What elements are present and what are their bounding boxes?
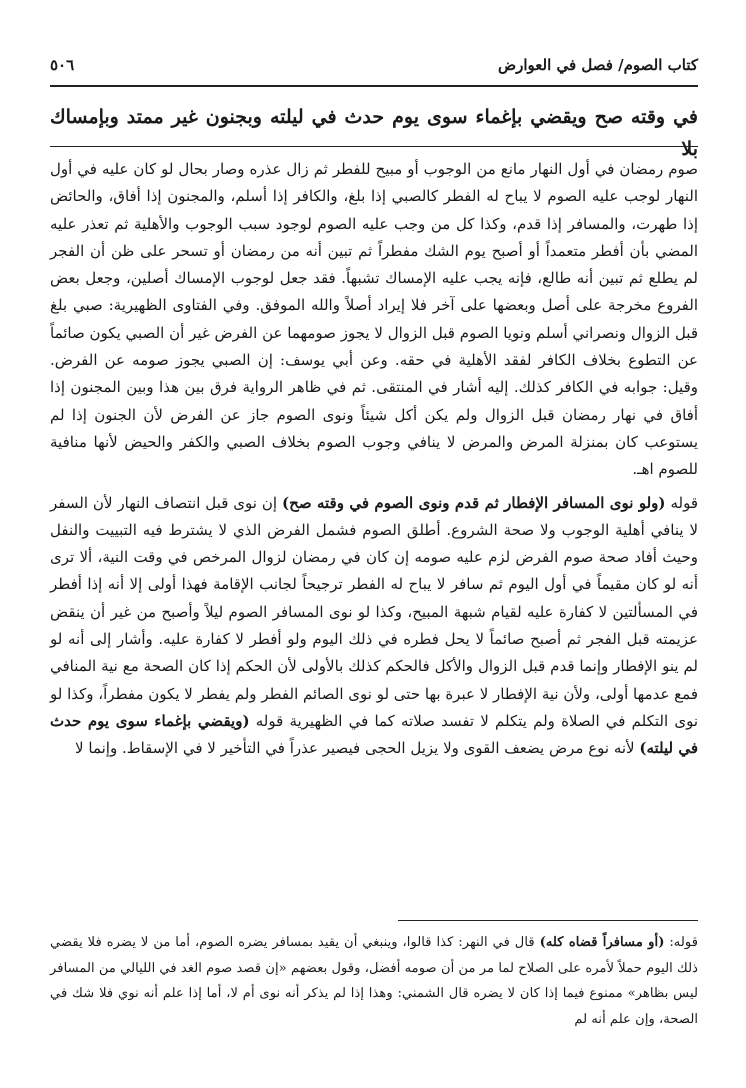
footnote-rule — [398, 920, 698, 921]
header-rule — [50, 85, 698, 87]
footnote-quote: (أو مسافراً قضاه كله) — [539, 935, 665, 950]
matn-rule — [50, 146, 698, 147]
paragraph-text: إن نوى قبل انتصاف النهار لأن السفر لا ينافي أهلية الوجوب ولا صحة الشروع. أطلق الصوم فشمل الفرض الذي لا يشترط فيه التبييت والنفل وحيث أفاد صحة صوم الفرض لزم عليه صومه إن كان في رمضان لزوال المرخص في وقت النية، ألا ترى أنه لو كان مقيماً في أول اليوم ثم سافر لا يباح له الفطر ترجيحاً لجانب الإقامة فهذا أولى إلا أنه إذا أفطر في المسألتين لا كفارة عليه لقيام شبهة المبيح، وكذا لو نوى المسافر الصوم ليلاً وأصبح من غير أن ينقض عزيمته قبل الفجر ثم أصبح صائماً لا يحل فطره في ذلك اليوم ولو أفطر لا كفارة عليه. وأشار إلى أنه لو لم ينو الإفطار وإنما قدم قبل الزوال والأكل فالحكم كذلك بالأولى لأن الحكم إذا كان الصحة مع نية المنافي فمع عدمها أولى، ولأن نية الإفطار لا عبرة بها حتى لو نوى الصائم الفطر ولم يفطر لا يكون مفطراً، وكذا لو نوى التكلم في الصلاة ولم يتكلم لا تفسد صلاته كما في الظهيرية قوله — [50, 493, 698, 730]
page-number: ٥٠٦ — [50, 56, 75, 74]
running-title: كتاب الصوم/ فصل في العوارض — [498, 56, 698, 74]
matn-quote: (ولو نوى المسافر الإفطار ثم قدم ونوى الصوم في وقته صح) — [282, 493, 666, 512]
commentary-paragraph-2 — [50, 490, 698, 763]
paragraph-text: لأنه نوع مرض يضعف القوى ولا يزيل الحجى فيصير عذراً في التأخير لا في الإسقاط. وإنما لا — [75, 739, 640, 758]
footnote-lead: قوله: — [664, 935, 698, 950]
footnote-text: قال في النهر: كذا قالوا، وينبغي أن يقيد بمسافر يضره الصوم، أما من لا يضره فلا يقضي ذلك اليوم حملاً لأمره على الصلاح لما مر من أن صومه أفضل، وقول بعضهم «إن قصد صوم الغد في الليالي من المسافر ليس بظاهر» ممنوع فيما إذا كان لا يضره قال الشمني: وهذا إذا لم يذكر أنه نوى أم لا، أما إذا علم أنه نوي فلا شك في الصحة، وإن علم أنه لم — [50, 935, 698, 1027]
paragraph-lead: قوله — [665, 493, 698, 512]
running-header — [50, 56, 698, 74]
footnote-paragraph — [50, 930, 698, 1032]
commentary-paragraph-1: صوم رمضان في أول النهار مانع من الوجوب أو مبيح للفطر ثم زال عذره وصار بحال لو كان عليه في أول النهار لوجب عليه الصوم لا يباح له الفطر كالصبي إذا بلغ، والكافر إذا أسلم، والمجنون إذا أفاق، والحائض إذا طهرت، والمسافر إذا قدم، وكذا كل من وجب عليه الصوم لوجود سبب الوجوب والأهلية ثم تعذر عليه المضي بأن أفطر متعمداً أو أصبح يوم الشك مفطراً ثم تبين أنه من رمضان أو تسحر على ظن أن الفجر لم يطلع ثم تبين أنه طالع، فإنه يجب عليه الإمساك تشبهاً. فقد جعل لوجوب الإمساك أصلين، وجعل بعض الفروع مخرجة على أصل وبعضها على آخر فلا إيراد أصلاً والله الموفق. وفي الفتاوى الظهيرية: صبي بلغ قبل الزوال ونصراني أسلم ونويا الصوم قبل الزوال لا يجوز صومهما عن الفرض غير أن الصبي يكون صائماً عن التطوع بخلاف الكافر لفقد الأهلية في حقه. وعن أبي يوسف: إن الصبي يجوز صومه عن الفرض. وقيل: جوابه في الكافر كذلك. إليه أشار في المنتقى. ثم في ظاهر الرواية فرق بين هذا وبين المجنون إذا أفاق في نهار رمضان قبل الزوال ولم يكن أكل شيئاً ونوى الصوم جاز عن الفرض لأن الجنون إذا لم يستوعب كان بمنزلة المرض والمرض لا ينافي وجوب الصوم بخلاف الصبي والكفر والحيض لأنها منافية للصوم اهـ. — [50, 160, 698, 479]
footnotes — [50, 930, 698, 1032]
matn-quote: (ويقضي بإغماء سوى يوم حدث في ليلته) — [50, 711, 698, 758]
commentary-body — [50, 156, 698, 763]
matn-text: في وقته صح ويقضي بإغماء سوى يوم حدث في ليلته وبجنون غير ممتد وبإمساك بلا — [50, 106, 698, 160]
